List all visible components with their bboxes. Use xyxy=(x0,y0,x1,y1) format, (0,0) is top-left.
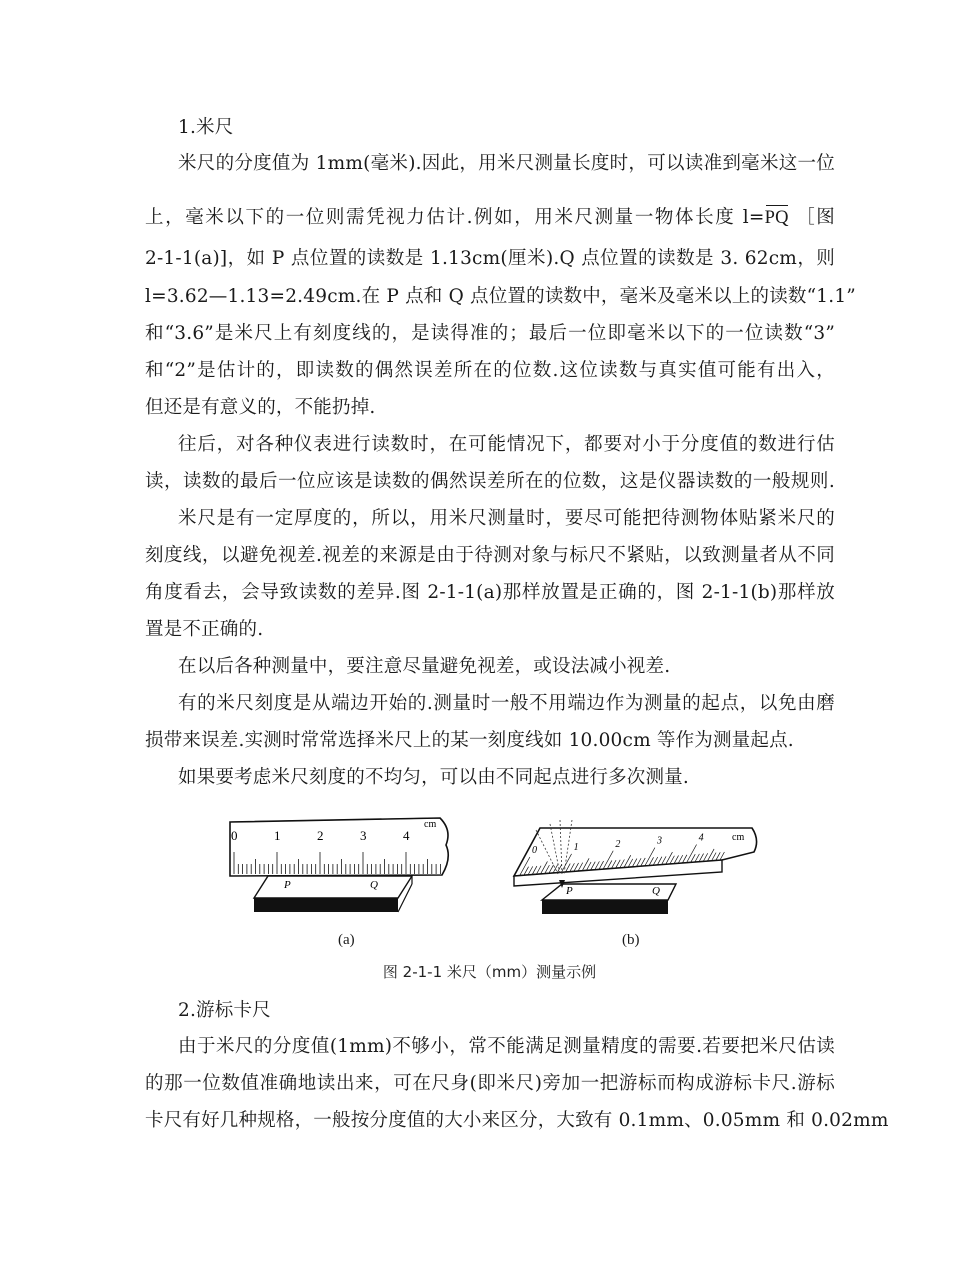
paragraph-line: 在以后各种测量中，要注意尽量避免视差，或设法减小视差. xyxy=(178,656,671,677)
point-p-label-b: P xyxy=(566,885,573,897)
ruler-number-b: 3 xyxy=(657,835,662,847)
paragraph-line: 往后，对各种仪表进行读数时，在可能情况下，都要对小于分度值的数进行估 xyxy=(178,434,835,455)
figure-caption: 图 2-1-1 米尺（mm）测量示例 xyxy=(382,963,597,981)
paragraph-line: 和“2”是估计的，即读数的偶然误差所在的位数.这位读数与真实值可能有出入， xyxy=(145,360,835,381)
paragraph-line: 的那一位数值准确地读出来，可在尺身(即米尺)旁加一把游标而构成游标卡尺.游标 xyxy=(145,1073,835,1094)
ruler-number-b: 4 xyxy=(698,832,704,844)
paragraph-line: 卡尺有好几种规格，一般按分度值的大小来区分，大致有 0.1mm、0.05mm 和 0.02mm xyxy=(145,1110,889,1131)
paragraph-line: 米尺是有一定厚度的，所以，用米尺测量时，要尽可能把待测物体贴紧米尺的 xyxy=(178,508,835,529)
ruler-a-unit: cm xyxy=(424,819,437,830)
figure-label-a: (a) xyxy=(338,932,355,948)
point-q-label-b: Q xyxy=(652,885,660,897)
paragraph-line: 刻度线，以避免视差.视差的来源是由于待测对象与标尺不紧贴，以致测量者从不同 xyxy=(145,545,835,566)
ruler-figure xyxy=(220,800,760,960)
ruler-a xyxy=(230,818,448,912)
paragraph-line: 和“3.6”是米尺上有刻度线的，是读得准的；最后一位即毫米以下的一位读数“3” xyxy=(145,323,835,344)
paragraph-line: 由于米尺的分度值(1mm)不够小，常不能满足测量精度的需要.若要把米尺估读 xyxy=(178,1036,835,1057)
point-p-label: P xyxy=(284,879,291,891)
paragraph-text: ［图 xyxy=(796,207,835,228)
paragraph-line: 2-1-1(a)]，如 P 点位置的读数是 1.13cm(厘米).Q 点位置的读数是 3. 62cm，则 xyxy=(145,248,835,269)
ruler-number: 1 xyxy=(274,828,281,843)
ruler-number: 2 xyxy=(317,828,324,843)
ruler-illustration xyxy=(220,800,760,960)
paragraph-line: 米尺的分度值为 1mm(毫米).因此，用米尺测量长度时，可以读准到毫米这一位 xyxy=(178,153,835,174)
ruler-number-b: 1 xyxy=(573,841,579,853)
paragraph-line xyxy=(145,204,835,232)
paragraph-line: l=3.62—1.13=2.49cm.在 P 点和 Q 点位置的读数中，毫米及毫米以上的读数“1.1” xyxy=(145,286,856,307)
ruler-b xyxy=(514,820,757,914)
paragraph-line: 但还是有意义的，不能扔掉. xyxy=(145,397,376,418)
section-heading: 1.米尺 xyxy=(178,117,234,138)
section-heading: 2.游标卡尺 xyxy=(178,1000,271,1021)
paragraph-line: 损带来误差.实测时常常选择米尺上的某一刻度线如 10.00cm 等作为测量起点. xyxy=(145,730,794,751)
paragraph-line: 有的米尺刻度是从端边开始的.测量时一般不用端边作为测量的起点，以免由磨 xyxy=(178,693,835,714)
point-q-label: Q xyxy=(370,879,378,891)
paragraph-line: 如果要考虑米尺刻度的不均匀，可以由不同起点进行多次测量. xyxy=(178,767,689,788)
figure-label-b: (b) xyxy=(622,932,640,948)
ruler-number: 3 xyxy=(360,828,367,843)
ruler-b-unit: cm xyxy=(732,832,745,843)
ruler-number: 4 xyxy=(403,828,410,843)
paragraph-line: 读，读数的最后一位应该是读数的偶然误差所在的位数，这是仪器读数的一般规则. xyxy=(145,471,835,492)
ruler-number: 0 xyxy=(231,828,238,843)
paragraph-line: 置是不正确的. xyxy=(145,619,264,640)
ruler-number-b: 2 xyxy=(615,838,621,850)
paragraph-line: 角度看去，会导致读数的差异.图 2-1-1(a)那样放置是正确的，图 2-1-1(b)那样放 xyxy=(145,582,835,603)
overline-segment-pq: PQ xyxy=(765,204,789,232)
ruler-number-b: 0 xyxy=(532,845,537,856)
paragraph-text: 上，毫米以下的一位则需凭视力估计.例如，用米尺测量一物体长度 l= xyxy=(145,207,765,228)
